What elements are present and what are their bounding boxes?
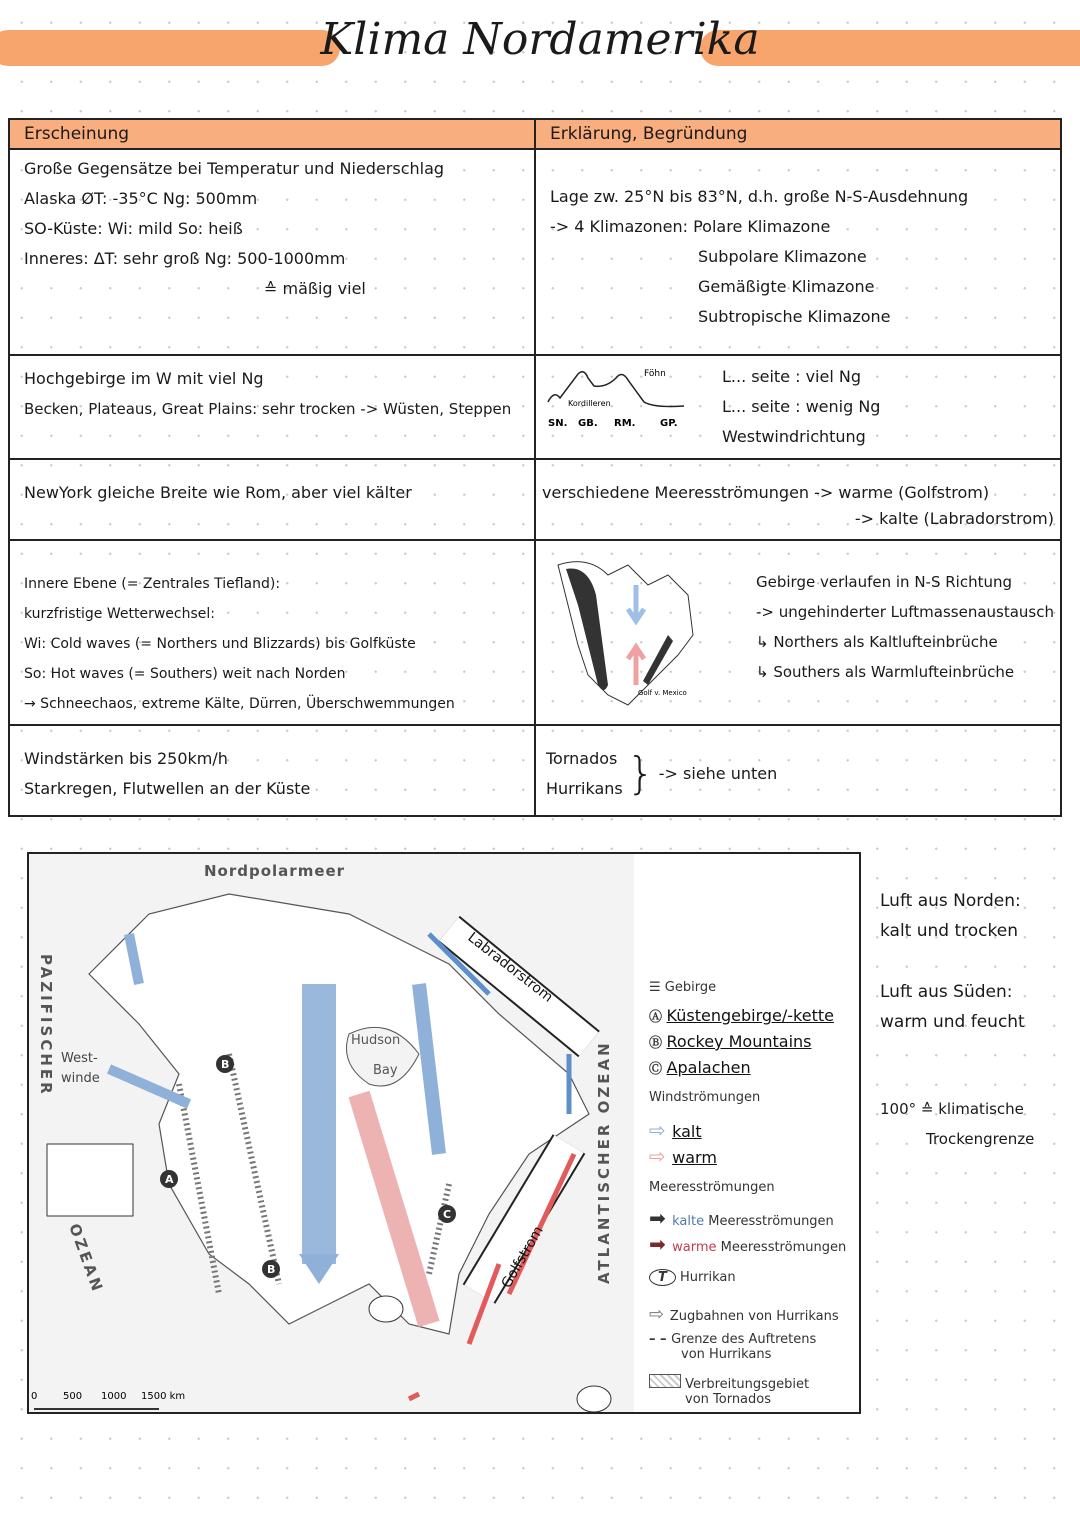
- legend-sea-text: Meeresströmungen: [704, 1214, 834, 1229]
- text-line: So: Hot waves (= Southers) weit nach Norden: [24, 666, 346, 682]
- marker-b-icon: Ⓑ: [649, 1036, 667, 1051]
- atlantic-label: ATLANTISCHER OZEAN: [595, 1040, 613, 1284]
- tornado-area-icon: [649, 1374, 681, 1388]
- legend-mountain-a: Küstengebirge/-kette: [666, 1006, 834, 1025]
- text-line: ↳ Northers als Kaltlufteinbrüche: [756, 633, 998, 651]
- legend-wind-cold: kalt: [672, 1122, 702, 1141]
- row4-right: [535, 540, 1061, 725]
- page-title: Klima Nordamerika: [320, 14, 760, 65]
- sketch-label: RM.: [614, 418, 636, 429]
- row3-left: [9, 459, 535, 540]
- text-line: -> ungehinderter Luftmassenaustausch: [756, 603, 1054, 621]
- text-line: Hurrikans: [546, 779, 623, 798]
- text-line: NewYork gleiche Breite wie Rom, aber viel kälter: [24, 483, 412, 502]
- scale-label: 1000: [101, 1391, 127, 1402]
- legend-zugbahnen: Zugbahnen von Hurrikans: [669, 1309, 839, 1324]
- text-line: Inneres: ΔT: sehr groß Ng: 500-1000mm: [24, 249, 346, 268]
- text-line: Westwindrichtung: [722, 427, 866, 446]
- sketch-label: GB.: [578, 418, 598, 429]
- text-line: Trockengrenze: [926, 1130, 1035, 1148]
- cold-current-arrow-icon: ➡: [649, 1206, 673, 1230]
- text-line: Wi: Cold waves (= Northers und Blizzards) bis Golfküste: [24, 636, 416, 652]
- bay-label: Bay: [373, 1063, 398, 1078]
- legend-wind-warm: warm: [672, 1148, 717, 1167]
- marker-c-icon: Ⓒ: [649, 1062, 667, 1077]
- row2-right: [535, 355, 1061, 459]
- pacific-label: PAZIFISCHER: [37, 954, 55, 1097]
- header-phenomenon: Erscheinung: [9, 119, 535, 149]
- legend-sea-text: Meeresströmungen: [716, 1240, 847, 1255]
- text-line: 100° ≙ klimatische: [880, 1100, 1024, 1118]
- text-line: kalt und trocken: [880, 921, 1019, 941]
- note-south: [880, 977, 1025, 1037]
- legend-tornado: Verbreitungsgebiet: [685, 1377, 810, 1392]
- row1-right: [535, 149, 1061, 355]
- arctic-label: Nordpolarmeer: [204, 862, 346, 880]
- sketch-label: SN.: [548, 418, 568, 429]
- dash-line-icon: – –: [649, 1332, 672, 1347]
- svg-text:A: A: [165, 1173, 174, 1186]
- svg-text:B: B: [221, 1058, 230, 1071]
- text-line: Lage zw. 25°N bis 83°N, d.h. große N-S-Ausdehnung: [550, 187, 969, 206]
- sketch-label: GP.: [660, 418, 678, 429]
- text-line: ≙ mäßig viel: [264, 279, 366, 298]
- climate-map: [27, 852, 861, 1414]
- gulf-label: Golf v. Mexico: [638, 689, 687, 697]
- text-line: L... seite : viel Ng: [722, 367, 861, 386]
- legend-gebirge: Gebirge: [664, 980, 717, 995]
- legend-wind-title: Windströmungen: [649, 1090, 761, 1105]
- hurricane-track-icon: ⇨: [649, 1304, 670, 1325]
- text-line: -> 4 Klimazonen: Polare Klimazone: [550, 217, 831, 236]
- row5-left: [9, 725, 535, 816]
- westwinde-label-2: winde: [61, 1071, 100, 1086]
- legend-mountain-c: Apalachen: [666, 1058, 751, 1077]
- climate-table: [8, 118, 1062, 817]
- text-line: Luft aus Norden:: [880, 891, 1021, 911]
- scale-label: 0: [31, 1391, 38, 1402]
- foehn-label: Föhn: [644, 369, 666, 379]
- text-line: verschiedene Meeresströmungen -> warme (Golfstrom): [542, 483, 990, 502]
- header-explanation: Erklärung, Begründung: [535, 119, 1061, 149]
- legend-grenze-2: von Hurrikans: [681, 1347, 772, 1362]
- text-line: → Schneechaos, extreme Kälte, Dürren, Überschwemmungen: [24, 696, 455, 712]
- warm-current-arrow-icon: ➡: [649, 1232, 673, 1256]
- row2-left: [9, 355, 535, 459]
- legend-sea-cold: kalte: [672, 1214, 705, 1229]
- gebirge-icon: ☰: [649, 980, 665, 995]
- text-line: -> siehe unten: [658, 764, 778, 783]
- scale-label: 500: [63, 1391, 83, 1402]
- row5-right: [535, 725, 1061, 816]
- text-line: Große Gegensätze bei Temperatur und Niederschlag: [24, 159, 445, 178]
- row3-right: [535, 459, 1061, 540]
- legend-mountain-b: Rockey Mountains: [666, 1032, 812, 1051]
- text-line: Luft aus Süden:: [880, 982, 1013, 1002]
- westwinde-label: West-: [61, 1051, 98, 1066]
- text-line: Starkregen, Flutwellen an der Küste: [24, 779, 311, 798]
- note-dry-boundary: [880, 1094, 1034, 1154]
- text-line: L... seite : wenig Ng: [722, 397, 881, 416]
- text-line: Subpolare Klimazone: [698, 247, 867, 266]
- text-line: -> kalte (Labradorstrom): [854, 509, 1054, 528]
- text-line: Innere Ebene (= Zentrales Tiefland):: [24, 576, 281, 592]
- text-line: ↳ Southers als Warmlufteinbrüche: [756, 663, 1015, 681]
- brace: }: [626, 748, 655, 799]
- text-line: warm und feucht: [880, 1012, 1025, 1032]
- text-line: Windstärken bis 250km/h: [24, 749, 228, 768]
- labrador-label: Labradorstrom: [464, 929, 556, 1006]
- foehn-sketch: [544, 364, 694, 444]
- marker-a-icon: Ⓐ: [649, 1010, 667, 1025]
- text-line: Hochgebirge im W mit viel Ng: [24, 369, 264, 388]
- text-line: Subtropische Klimazone: [698, 307, 891, 326]
- north-america-sketch: [548, 555, 718, 710]
- text-line: Gemäßigte Klimazone: [698, 277, 875, 296]
- warm-wind-arrow-icon: ⇨: [649, 1144, 673, 1168]
- hurricane-icon: T: [649, 1269, 676, 1286]
- svg-text:B: B: [267, 1263, 276, 1276]
- hudson-label: Hudson: [351, 1033, 401, 1048]
- row4-left: [9, 540, 535, 725]
- text-line: kurzfristige Wetterwechsel:: [24, 606, 215, 622]
- text-line: Tornados: [546, 749, 618, 768]
- text-line: Becken, Plateaus, Great Plains: sehr trocken -> Wüsten, Steppen: [24, 400, 512, 418]
- text-line: Gebirge verlaufen in N-S Richtung: [756, 573, 1013, 591]
- kordilleren-label: Kordilleren: [568, 399, 611, 408]
- legend-grenze: Grenze des Auftretens: [671, 1332, 817, 1347]
- golfstrom-label: Golfstrom: [498, 1223, 547, 1291]
- cold-wind-arrow-icon: ⇨: [649, 1118, 673, 1142]
- pacific-ocean-label: OZEAN: [65, 1221, 108, 1297]
- legend-tornado-2: von Tornados: [685, 1392, 772, 1407]
- note-north: [880, 886, 1021, 946]
- legend-hurrikan: Hurrikan: [680, 1270, 736, 1285]
- map-graphic: [29, 854, 634, 1412]
- legend-sea-title: Meeresströmungen: [649, 1180, 775, 1195]
- row1-left: [9, 149, 535, 355]
- scale-label: 1500 km: [141, 1391, 186, 1402]
- text-line: Alaska ØT: -35°C Ng: 500mm: [24, 189, 258, 208]
- legend-sea-warm: warme: [672, 1240, 717, 1255]
- svg-text:C: C: [443, 1208, 452, 1221]
- text-line: SO-Küste: Wi: mild So: heiß: [24, 219, 243, 238]
